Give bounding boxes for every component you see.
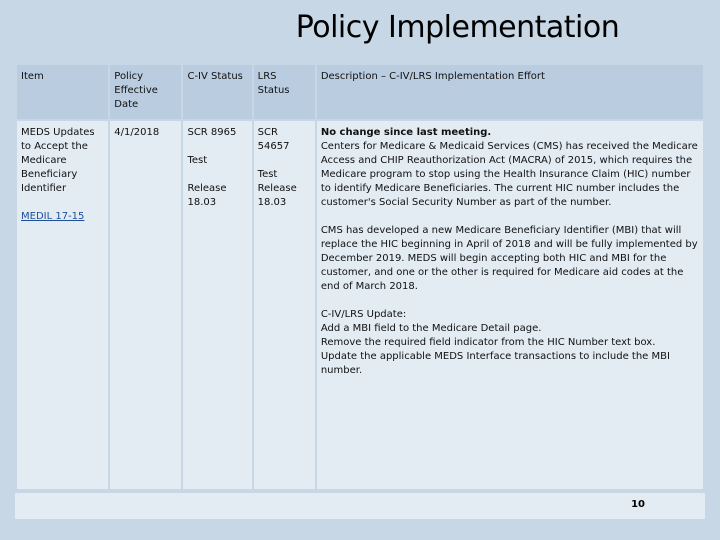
desc-update-heading: C-IV/LRS Update: xyxy=(320,309,407,320)
header-item: Item xyxy=(17,65,108,119)
footer-bar xyxy=(15,493,705,519)
desc-update-3: Update the applicable MEDS Interface transactions to include the MBI number. xyxy=(320,351,670,376)
lrs-test: Test Release 18.03 xyxy=(257,169,297,208)
civ-release: Release 18.03 xyxy=(187,183,227,208)
table-header-row xyxy=(17,65,703,119)
lrs-scr: SCR 54657 xyxy=(257,127,290,152)
desc-update-1: Add a MBI field to the Medicare Detail page. xyxy=(320,323,542,334)
header-lrs-status: LRS Status xyxy=(254,65,315,119)
desc-paragraph-2: CMS has developed a new Medicare Beneficiary Identifier (MBI) that will replace the HIC beginning in April of 2018 and will be fully implemented by December 2019. MEDS will begin accepting both HIC and MBI for the customer, and one or the other is required for Medicare aid codes at the end of March 2018. xyxy=(320,225,698,292)
desc-paragraph-1: Centers for Medicare & Medicaid Services (CMS) has received the Medicare Access and CHIP Reauthorization Act (MACRA) of 2015, which requires the Medicare program to stop using the Health Insurance Claim (HIC) number to identify Medicare Beneficiaries. The current HIC number includes the customer's Social Security Number as part of the number. xyxy=(320,141,698,208)
desc-update-2: Remove the required field indicator from the HIC Number text box. xyxy=(320,337,656,348)
civ-test: Test xyxy=(187,155,208,166)
header-effective-date: Policy Effective Date xyxy=(110,65,181,119)
page-title: Policy Implementation xyxy=(295,10,620,45)
desc-status: No change since last meeting. xyxy=(320,127,492,138)
medil-link[interactable]: MEDIL 17-15 xyxy=(21,211,85,222)
cell-description xyxy=(317,121,703,489)
item-text: MEDS Updates to Accept the Medicare Beneficiary Identifier xyxy=(21,127,95,194)
table-row xyxy=(17,121,703,489)
page-number: 10 xyxy=(631,499,645,510)
cell-civ-status xyxy=(183,121,251,489)
cell-item xyxy=(17,121,108,489)
cell-effective-date: 4/1/2018 xyxy=(110,121,181,489)
header-civ-status: C-IV Status xyxy=(183,65,251,119)
header-description: Description – C-IV/LRS Implementation Effort xyxy=(317,65,703,119)
cell-lrs-status xyxy=(254,121,315,489)
civ-scr: SCR 8965 xyxy=(187,127,237,138)
policy-table xyxy=(15,63,705,491)
